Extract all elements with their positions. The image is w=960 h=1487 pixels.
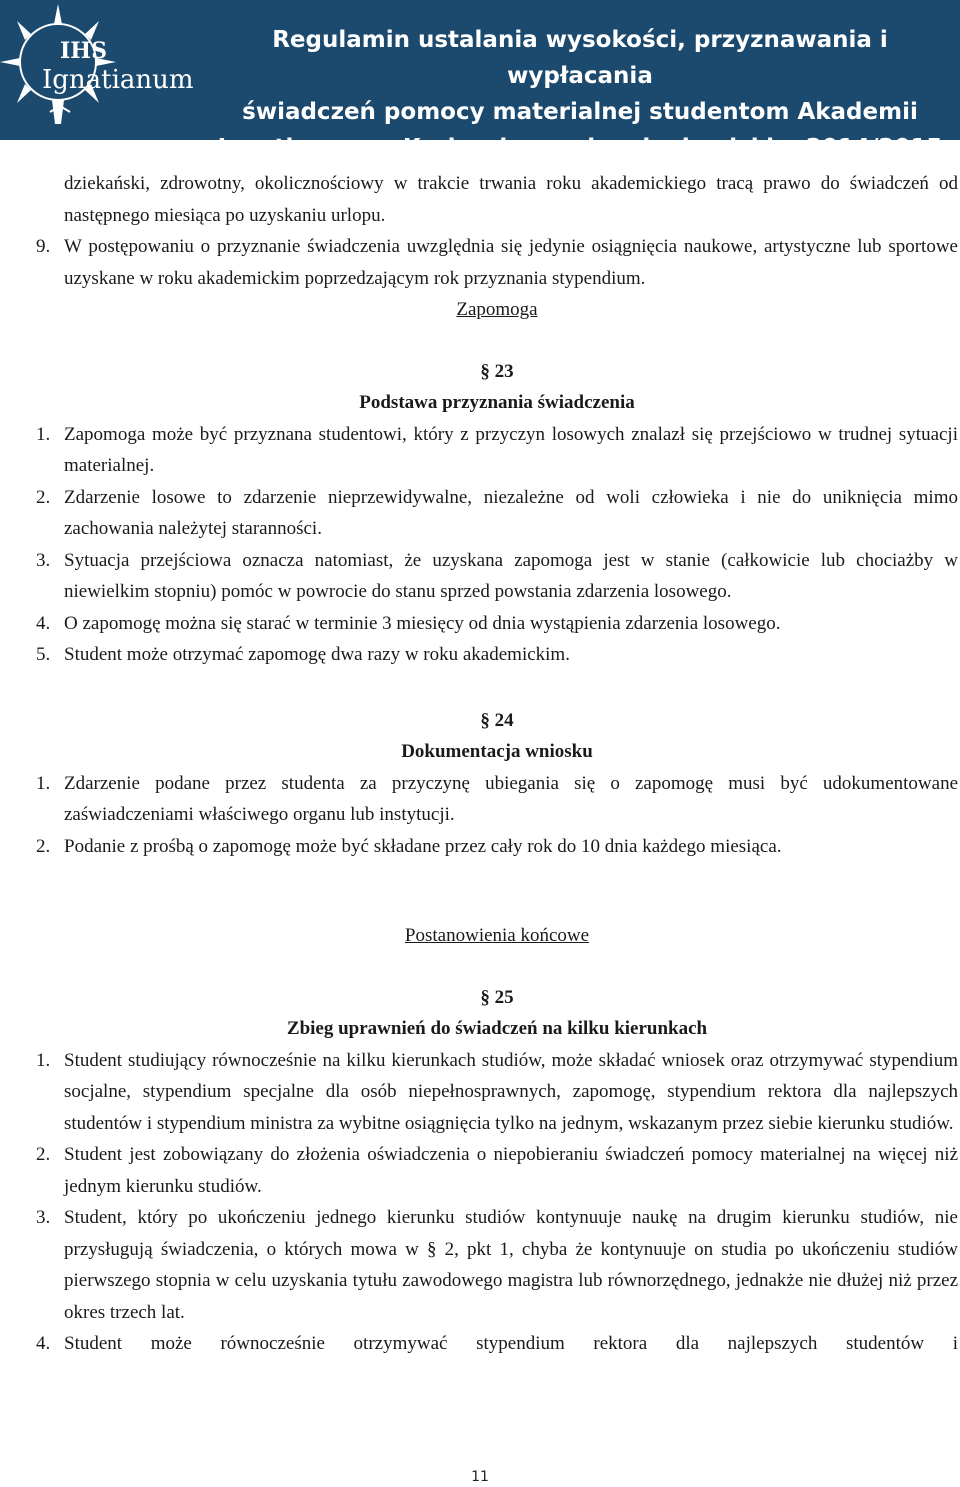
- item-text: Student może równocześnie otrzymywać stypendium rektora dla najlepszych studentów i: [64, 1333, 958, 1354]
- item-text: Zdarzenie losowe to zdarzenie nieprzewidywalne, niezależne od woli człowieka i nie do uniknięcia mimo zachowania należytej staranności.: [64, 486, 958, 539]
- list-item: [36, 639, 958, 671]
- section-title-final: Postanowienia końcowe: [404, 925, 590, 946]
- item-number: 9.: [36, 236, 51, 257]
- logo-ihs: IHS: [60, 38, 107, 64]
- item-number: 2.: [36, 486, 51, 508]
- list-item: [36, 545, 958, 608]
- title-line-3: Ignatianum w Krakowie w roku akademickim 2014/2015: [217, 135, 943, 161]
- paragraph-label-23: § 23: [480, 360, 514, 382]
- item-number: 4.: [36, 1333, 51, 1354]
- list-item: [36, 1328, 958, 1360]
- item-text: Student studiujący równocześnie na kilku kierunkach studiów, może składać wniosek oraz otrzymywać stypendium socjalne, stypendium specjalne dla osób niepełnosprawnych, zapomogę, stypendium rektora dla najlepszych studentów i stypendium ministra za wybitne osiągnięcia tylko na jednym, wskazanym przez siebie kierunku studiów.: [64, 1049, 958, 1134]
- item-text: Student jest zobowiązany do złożenia oświadczenia o niepobieraniu świadczeń pomocy materialnej na więcej niż jednym kierunku studiów.: [64, 1144, 958, 1197]
- logo-ignatianum: Ignatianum: [42, 65, 194, 95]
- document-body: [36, 168, 958, 1360]
- item-number: 4.: [36, 612, 51, 634]
- item-number: 3.: [36, 1207, 51, 1228]
- paragraph-heading-24: Dokumentacja wniosku: [401, 741, 593, 762]
- document-title: [200, 22, 960, 166]
- paragraph-label-24: § 24: [480, 709, 514, 731]
- list-item: [36, 419, 958, 482]
- item-text: Zapomoga może być przyznana studentowi, który z przyczyn losowych znalazł się przejściowo w trudnej sytuacji materialnej.: [64, 423, 958, 476]
- item-text: O zapomogę można się starać w terminie 3 miesięcy od dnia wystąpienia zdarzenia losowego.: [64, 612, 781, 634]
- item-number: 5.: [36, 644, 51, 665]
- title-line-1: Regulamin ustalania wysokości, przyznawania i wypłacania: [272, 27, 888, 89]
- title-line-2: świadczeń pomocy materialnej studentom Akademii: [242, 99, 918, 125]
- section-title-zapomoga: Zapomoga: [456, 299, 538, 320]
- item-number: 2.: [36, 835, 51, 857]
- ignatianum-logo: [0, 0, 205, 140]
- item-text: Sytuacja przejściowa oznacza natomiast, że uzyskana zapomoga jest w stanie (całkowicie lub chociażby w niewielkim stopniu) pomóc w powrocie do stanu sprzed powstania zdarzenia losowego.: [64, 549, 958, 602]
- item-number: 3.: [36, 549, 51, 571]
- list-item: [36, 231, 958, 294]
- list-item: [36, 1139, 958, 1202]
- list-item: [36, 1045, 958, 1140]
- item-text: W postępowaniu o przyznanie świadczenia uwzględnia się jedynie osiągnięcia naukowe, artystyczne lub sportowe uzyskane w roku akademickim poprzedzającym rok przyznania stypendium.: [64, 236, 958, 289]
- paragraph-label-25: § 25: [480, 986, 514, 1008]
- list-item: [36, 1202, 958, 1328]
- item-text: Student może otrzymać zapomogę dwa razy w roku akademickim.: [64, 644, 570, 665]
- list-item: [36, 768, 958, 831]
- list-item: [36, 608, 958, 640]
- paragraph-heading-23: Podstawa przyznania świadczenia: [359, 392, 635, 413]
- list-item: [36, 831, 958, 863]
- item-number: 2.: [36, 1144, 51, 1165]
- list-item: [36, 482, 958, 545]
- paragraph-continued: dziekański, zdrowotny, okolicznościowy w trakcie trwania roku akademickiego tracą prawo do świadczeń od następnego miesiąca po uzyskaniu urlopu.: [64, 173, 958, 226]
- page-header: [0, 0, 960, 161]
- item-number: 1.: [36, 772, 51, 794]
- paragraph-heading-25: Zbieg uprawnień do świadczeń na kilku kierunkach: [286, 1018, 708, 1039]
- item-text: Student, który po ukończeniu jednego kierunku studiów kontynuuje naukę na drugim kierunku studiów, nie przysługują świadczenia, o których mowa w § 2, pkt 1, chyba że kontynuuje on studia po ukończeniu studiów pierwszego stopnia w celu uzyskania tytułu zawodowego magistra lub równorzędnego, jednakże nie dłużej niż przez okres trzech lat.: [64, 1207, 958, 1323]
- item-text: Podanie z prośbą o zapomogę może być składane przez cały rok do 10 dnia każdego miesiąca.: [64, 835, 782, 857]
- item-number: 1.: [36, 1049, 51, 1071]
- item-text: Zdarzenie podane przez studenta za przyczynę ubiegania się o zapomogę musi być udokumentowane zaświadczeniami właściwego organu lub instytucji.: [64, 772, 958, 825]
- item-number: 1.: [36, 423, 51, 445]
- page-number: 11: [471, 1469, 489, 1485]
